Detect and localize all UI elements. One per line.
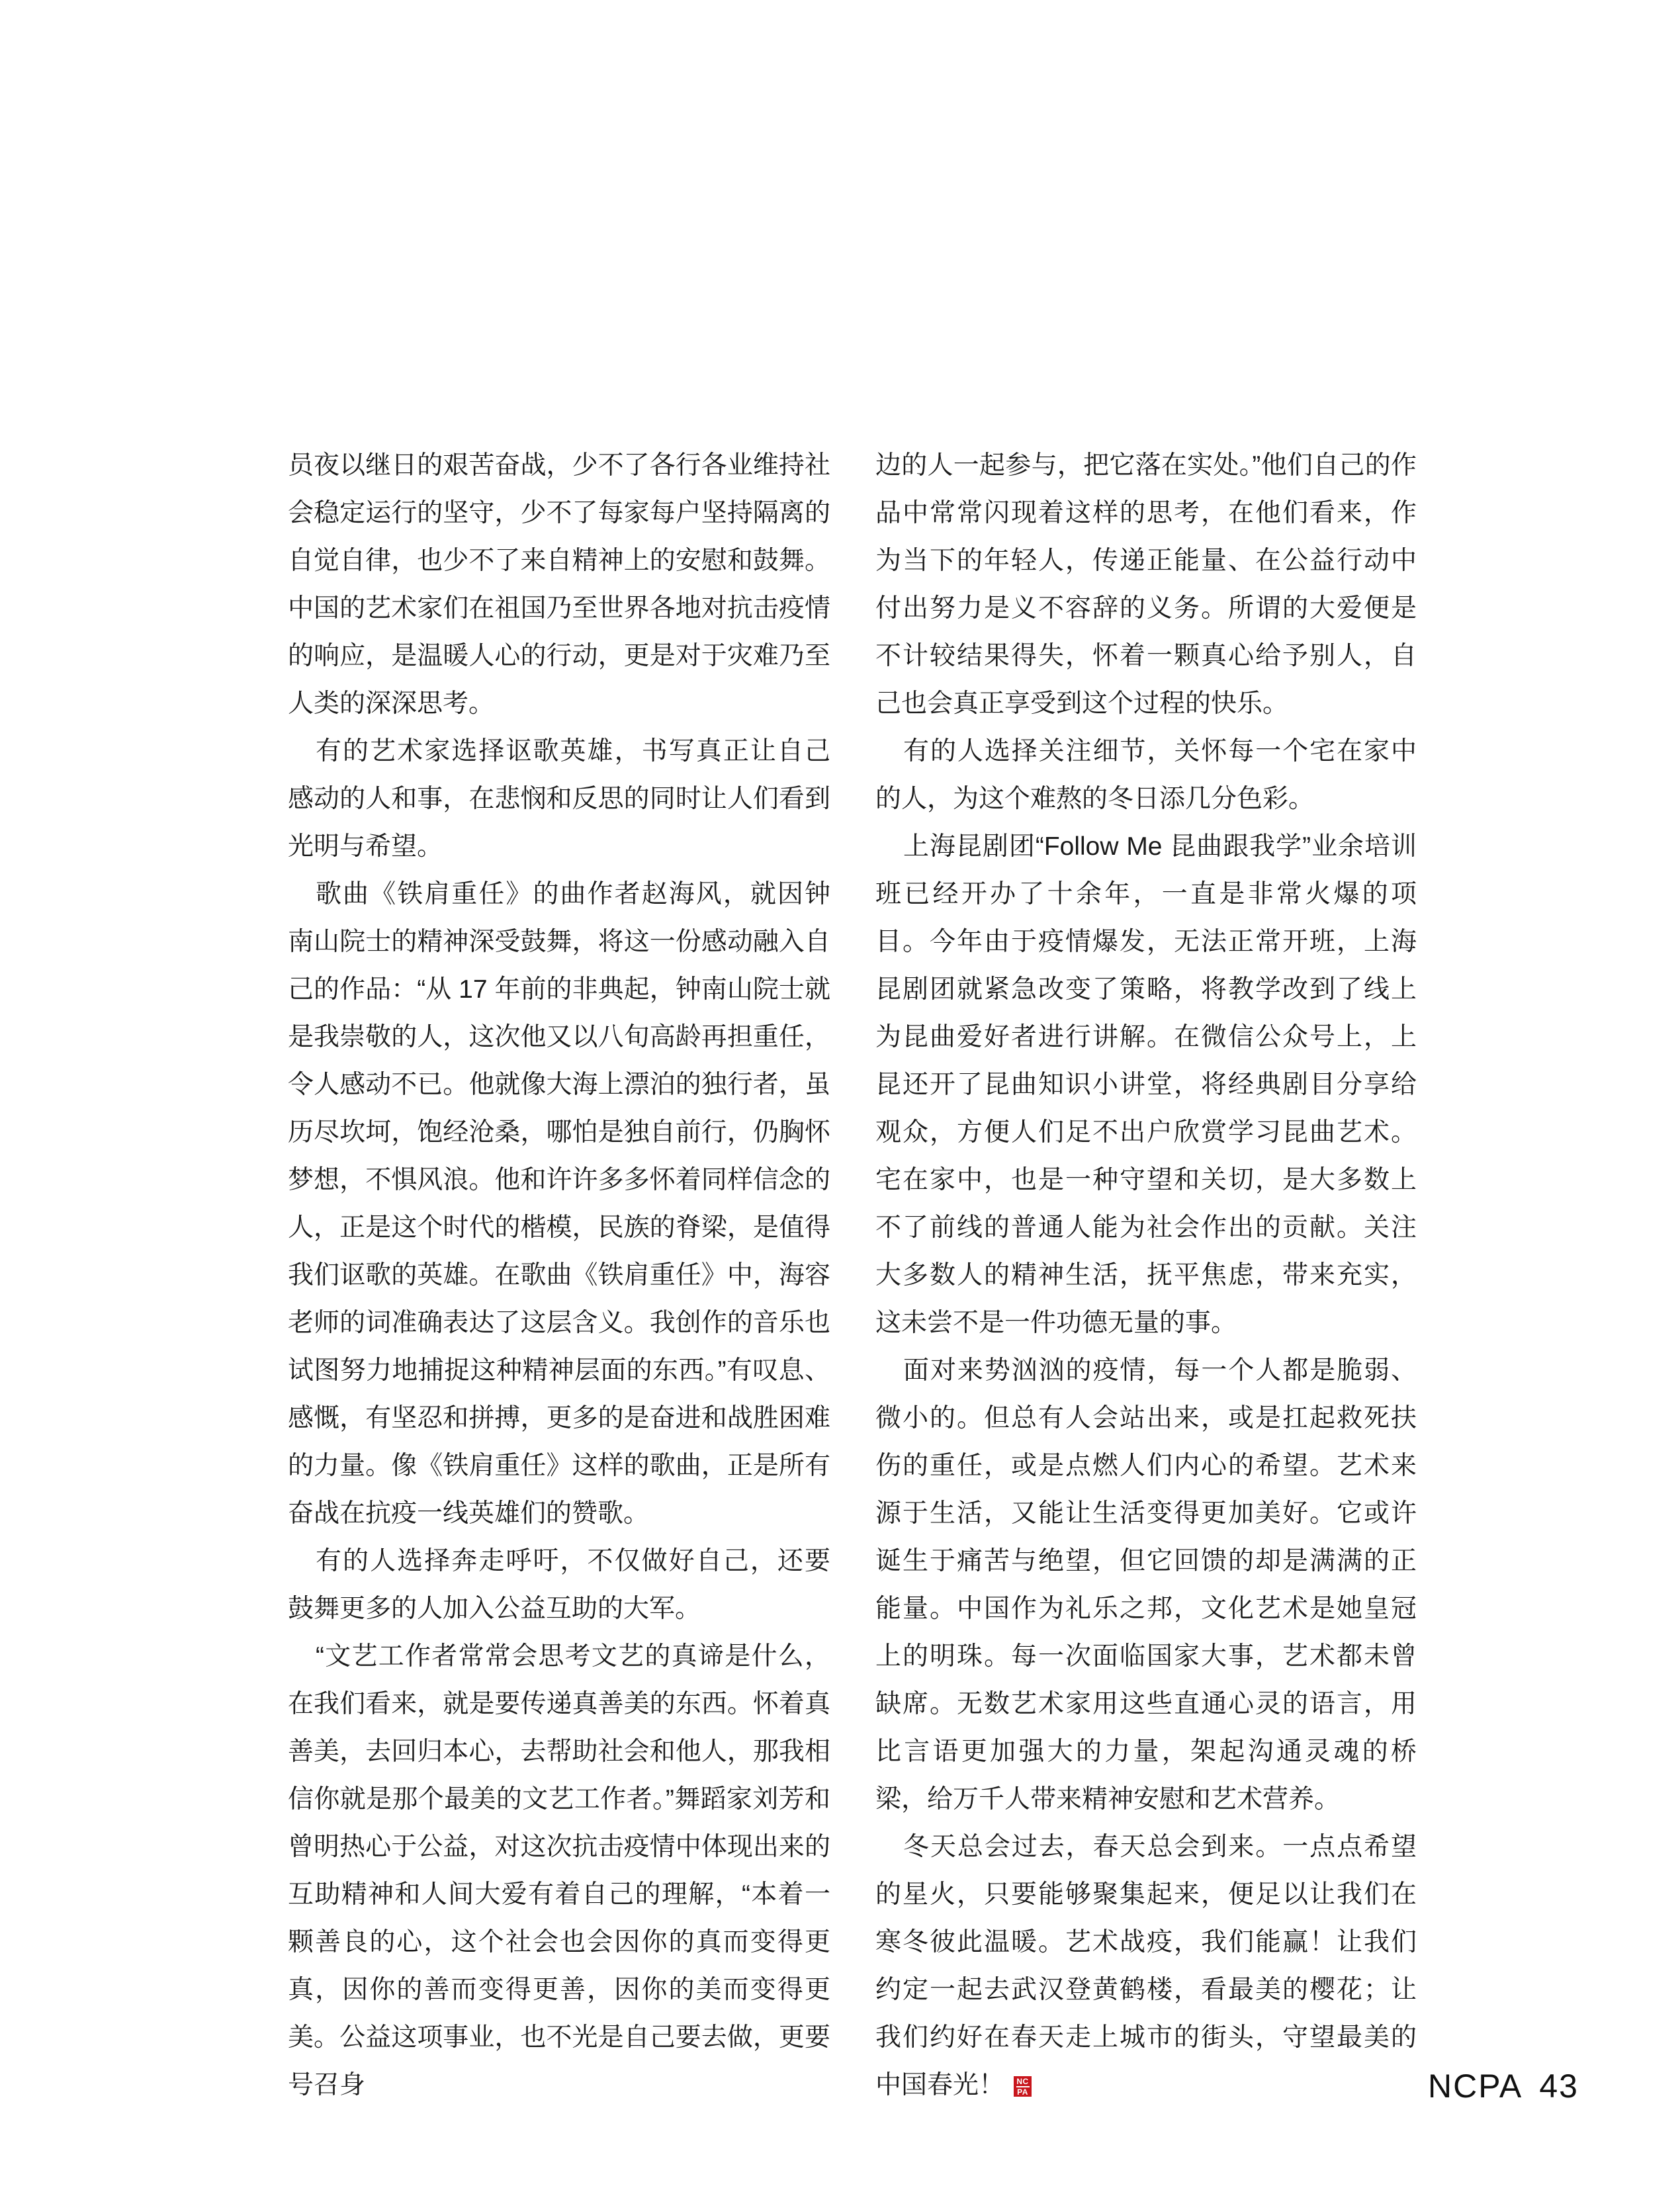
paragraph-continuation: 员夜以继日的艰苦奋战，少不了各行各业维持社会稳定运行的坚守，少不了每家每户坚持隔离的自觉自律，也少不了来自精神上的安慰和鼓舞。中国的艺术家们在祖国乃至世界各地对抗击疫情的响应，是温暖人心的行动，更是对于灾难乃至人类的深深思考。 — [288, 451, 830, 718]
paragraph-continuation: 边的人一起参与，把它落在实处。”他们自己的作品中常常闪现着这样的思考，在他们看来，作为当下的年轻人，传递正能量、在公益行动中付出努力是义不容辞的义务。所谓的大爱便是不计较结果得失，怀着一颗真心给予别人，自己也会真正享受到这个过程的快乐。 — [875, 451, 1417, 718]
ncpa-logo-line-1: NC — [1016, 2077, 1029, 2086]
paragraph: 歌曲《铁肩重任》的曲作者赵海风，就因钟南山院士的精神深受鼓舞，将这一份感动融入自己的作品：“从 17 年前的非典起，钟南山院士就是我崇敬的人，这次他又以八旬高龄再担重任，令人感动不已。他就像大海上漂泊的独行者，虽历尽坎坷，饱经沧桑，哪怕是独自前行，仍胸怀梦想，不惧风浪。他和许许多多怀着同样信念的人，正是这个时代的楷模，民族的脊梁，是值得我们讴歌的英雄。在歌曲《铁肩重任》中，海容老师的词准确表达了这层含义。我创作的音乐也试图努力地捕捉这种精神层面的东西。”有叹息、感慨，有坚忍和拼搏，更多的是奋进和战胜困难的力量。像《铁肩重任》这样的歌曲，正是所有奋战在抗疫一线英雄们的赞歌。 — [288, 880, 830, 1528]
paragraph: 面对来势汹汹的疫情，每一个人都是脆弱、微小的。但总有人会站出来，或是扛起救死扶伤的重任，或是点燃人们内心的希望。艺术来源于生活，又能让生活变得更加美好。它或许诞生于痛苦与绝望，但它回馈的却是满满的正能量。中国作为礼乐之邦，文化艺术是她皇冠上的明珠。每一次面临国家大事，艺术都未曾缺席。无数艺术家用这些直通心灵的语言，用比言语更加强大的力量，架起沟通灵魂的桥梁，给万千人带来精神安慰和艺术营养。 — [875, 1356, 1417, 1814]
paragraph-final — [875, 1823, 1417, 2109]
paragraph: 有的人选择奔走呼吁，不仅做好自己，还要鼓舞更多的人加入公益互助的大军。 — [288, 1547, 830, 1623]
ncpa-logo-line-2: PA — [1017, 2087, 1028, 2097]
paragraph-final-text: 冬天总会过去，春天总会到来。一点点希望的星火，只要能够聚集起来，便足以让我们在寒冬彼此温暖。艺术战疫，我们能赢！让我们约定一起去武汉登黄鹤楼，看最美的樱花；让我们约好在春天走上城市的街头，守望最美的中国春光！ — [875, 1833, 1417, 2099]
paragraph: 有的人选择关注细节，关怀每一个宅在家中的人，为这个难熬的冬日添几分色彩。 — [875, 737, 1417, 813]
page-number: NCPA 43 — [1428, 2068, 1579, 2105]
paragraph: 上海昆剧团“Follow Me 昆曲跟我学”业余培训班已经开办了十余年，一直是非常火爆的项目。今年由于疫情爆发，无法正常开班，上海昆剧团就紧急改变了策略，将教学改到了线上为昆曲爱好者进行讲解。在微信公众号上，上昆还开了昆曲知识小讲堂，将经典剧目分享给观众，方便人们足不出户欣赏学习昆曲艺术。宅在家中，也是一种守望和关切，是大多数上不了前线的普通人能为社会作出的贡献。关注大多数人的精神生活，抚平焦虑，带来充实，这未尝不是一件功德无量的事。 — [875, 832, 1417, 1337]
paragraph: “文艺工作者常常会思考文艺的真谛是什么，在我们看来，就是要传递真善美的东西。怀着真善美，去回归本心，去帮助社会和他人，那我相信你就是那个最美的文艺工作者。”舞蹈家刘芳和曾明热心于公益，对这次抗击疫情中体现出来的互助精神和人间大爱有着自己的理解，“本着一颗善良的心，这个社会也会因你的真而变得更真，因你的善而变得更善，因你的美而变得更美。公益这项事业，也不光是自己要去做，更要号召身 — [288, 1642, 830, 2099]
paragraph: 有的艺术家选择讴歌英雄，书写真正让自己感动的人和事，在悲悯和反思的同时让人们看到光明与希望。 — [288, 737, 830, 861]
ncpa-end-mark-logo — [1014, 2076, 1032, 2097]
right-text-column — [875, 442, 1417, 2109]
left-text-column — [288, 442, 830, 2109]
